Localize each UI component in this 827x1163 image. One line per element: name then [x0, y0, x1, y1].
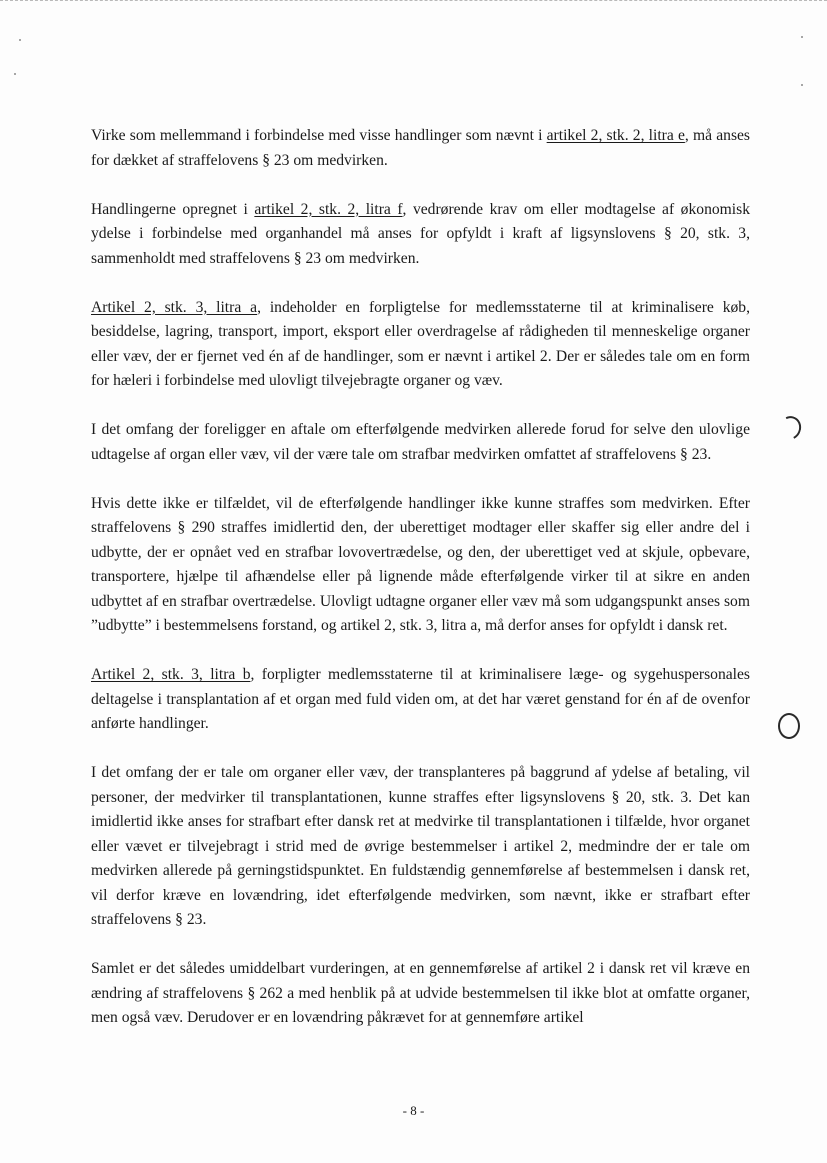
scan-top-edge — [0, 0, 827, 4]
paragraph-text: Virke som mellemmand i forbindelse med visse handlinger som nævnt i — [91, 127, 547, 144]
paragraph-text: I det omfang der foreligger en aftale om efterfølgende medvirken allerede forud for selve den ulovlige udtagelse af organ eller væv, vil der være tale om strafbar medvirken omfattet af straffelovens § 23. — [91, 421, 750, 463]
paragraph-text: I det omfang der er tale om organer eller væv, der transplanteres på baggrund af ydelse af betaling, vil personer, der medvirker til transplantationen, kunne straffes efter ligsynslovens § 20, stk. 3. Det kan imidlertid ikke anses for strafbart efter dansk ret at medvirke til transplantationen i tilfælde, hvor organet eller vævet er tilvejebragt i strid med de øvrige bestemmelser i artikel 2, medmindre der er tale om medvirken allerede på gerningstidspunktet. En fuldstændig gennemførelse af bestemmelsen i dansk ret, vil derfor kræve en lovændring, idet efterfølgende medvirken, som nævnt, ikke er strafbart efter straffelovens § 23. — [91, 764, 750, 928]
paragraph-text: Hvis dette ikke er tilfældet, vil de efterfølgende handlinger ikke kunne straffes som medvirken. Efter straffelovens § 290 straffes imidlertid den, der uberettiget modtager eller skaffer sig eller andre del i udbytte, der er opnået ved en strafbar lovovertrædelse, og den, der uberettiget ved at skjule, opbevare, transportere, hjælpe til afhændelse eller på lignende måde efterfølgende virker til at sikre en anden udbyttet af en strafbar overtrædelse. Ulovligt udtagne organer eller væv må som udgangspunkt anses som ”udbytte” i bestemmelsens forstand, og artikel 2, stk. 3, litra a, må derfor anses for opfyldt i dansk ret. — [91, 494, 750, 634]
paragraph-text: Samlet er det således umiddelbart vurderingen, at en gennemførelse af artikel 2 i dansk ret vil kræve en ændring af straffelovens § 262 a med henblik på at udvide bestemmelsen til ikke blot at omfatte organer, men også væv. Derudover er en lovændring påkrævet for at gennemføre artikel — [91, 960, 750, 1026]
article-reference: Artikel 2, stk. 3, litra a — [91, 298, 258, 316]
paragraph-text: , indeholder en forpligtelse for medlemsstaterne til at kriminalisere køb, besiddelse, lagring, transport, import, eksport eller overdragelse af rådigheden til menneskelige organer eller væv, der er fjernet ved én af de handlinger, som er nævnt i artikel 2. Der er således tale om en form for hæleri i forbindelse med ulovligt tilvejebragte organer og væv. — [91, 298, 751, 389]
article-reference: artikel 2, stk. 2, litra f — [254, 200, 403, 218]
paragraph-text: , forpligter medlemsstaterne til at kriminalisere læge- og sygehuspersonales deltagelse i transplantation af et organ med fuld viden om, at det har været genstand for én af de ovenfor anførte handlinger. — [91, 666, 750, 732]
page-number: - 8 - — [402, 1103, 425, 1118]
paragraph — [91, 663, 750, 737]
paragraph — [91, 418, 750, 467]
punch-hole-mark — [778, 713, 800, 739]
punch-hole-mark — [776, 413, 805, 443]
paragraph-text: , må anses for dækket af straffelovens § 23 om medvirken. — [91, 127, 750, 169]
document-body — [91, 124, 750, 1031]
paragraph-text: , vedrørende krav om eller modtagelse af økonomisk ydelse i forbindelse med organhandel må anses for opfyldt i kraft af ligsynslovens § 20, stk. 3, sammenholdt med straffelovens § 23 om medvirken. — [91, 200, 750, 267]
paragraph — [91, 296, 750, 394]
article-reference: Artikel 2, stk. 3, litra b — [91, 666, 251, 683]
paragraph — [91, 761, 750, 933]
article-reference: artikel 2, stk. 2, litra e — [546, 127, 685, 144]
paragraph — [91, 198, 750, 272]
scan-speck — [19, 39, 21, 41]
scan-speck — [801, 84, 803, 86]
paragraph — [91, 124, 750, 173]
paragraph — [91, 492, 750, 639]
paragraph-text: Handlingerne opregnet i — [91, 200, 255, 218]
scan-speck — [801, 36, 803, 38]
paragraph — [91, 957, 750, 1031]
scan-speck — [14, 73, 16, 75]
